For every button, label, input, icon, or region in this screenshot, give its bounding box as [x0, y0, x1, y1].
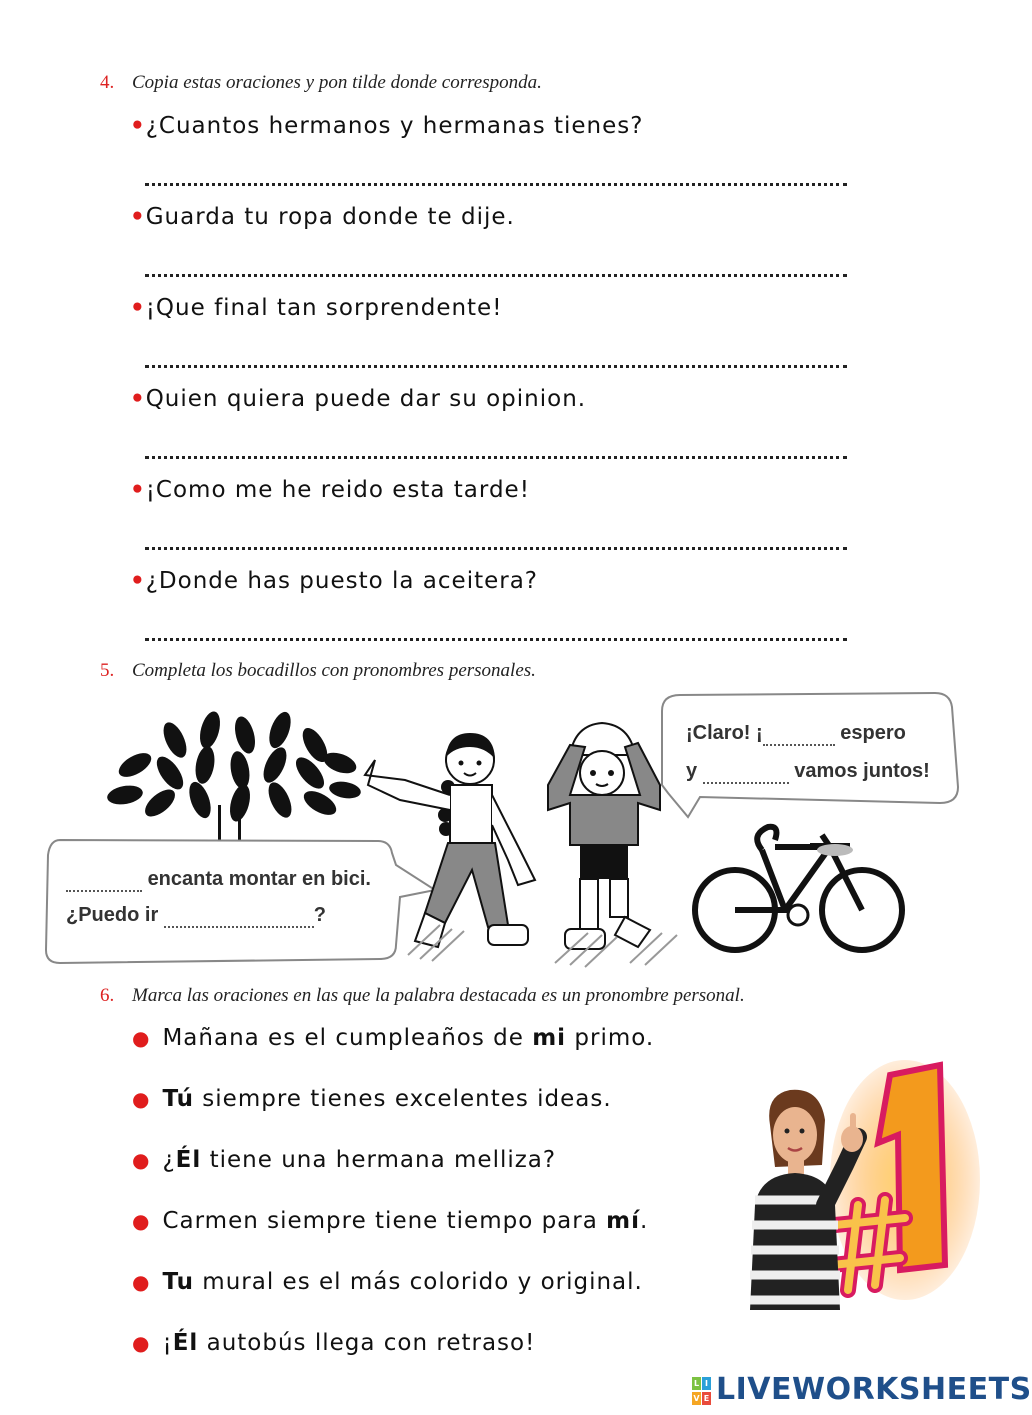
answer-line-4[interactable] — [145, 428, 847, 459]
bubble-left-blank-1[interactable] — [66, 869, 142, 892]
bubble-right-blank-2[interactable] — [703, 761, 789, 784]
exercise-4-sentence: •¿Cuantos hermanos y hermanas tienes? — [130, 113, 644, 139]
number-one-character-illustration — [740, 1055, 980, 1310]
bicycle-seat-icon — [817, 844, 853, 856]
exercise-4-sentence: •¿Donde has puesto la aceitera? — [130, 568, 539, 594]
bubble-right-line-2: y vamos juntos! — [686, 760, 930, 782]
tree-icon — [106, 709, 362, 847]
bicycle-icon — [695, 827, 902, 950]
exercise-4-sentence: •Quien quiera puede dar su opinion. — [130, 386, 587, 412]
bubble-left-blank-2[interactable] — [164, 905, 314, 928]
exercise-4-sentence: •¡Como me he reido esta tarde! — [130, 477, 530, 503]
option-item[interactable]: ● Carmen siempre tiene tiempo para mí. — [132, 1208, 649, 1234]
option-item[interactable]: ● Mañana es el cumpleaños de mi primo. — [132, 1025, 655, 1051]
option-item[interactable]: ● ¿Él tiene una hermana melliza? — [132, 1147, 557, 1173]
bubble-right-line-1: ¡Claro! ¡ espero — [686, 722, 906, 744]
answer-line-2[interactable] — [145, 246, 847, 277]
option-item[interactable]: ● Tú siempre tienes excelentes ideas. — [132, 1086, 612, 1112]
exercise-5-number: 5. — [100, 660, 115, 681]
exercise-6-instruction: Marca las oraciones en las que la palabra destacada es un pronombre personal. — [132, 985, 745, 1006]
bubble-left-line-2: ¿Puedo ir ? — [66, 904, 327, 926]
answer-line-5[interactable] — [145, 519, 847, 550]
exercise-4-number: 4. — [100, 72, 115, 93]
answer-line-3[interactable] — [145, 337, 847, 368]
liveworksheets-logo-icon: L I V E — [693, 1379, 710, 1403]
answer-line-6[interactable] — [145, 610, 847, 641]
option-item[interactable]: ● Tu mural es el más colorido y original. — [132, 1269, 643, 1295]
exercise-4-sentence: •Guarda tu ropa donde te dije. — [130, 204, 515, 230]
bubble-right-blank-1[interactable] — [763, 723, 835, 746]
exercise-6-number: 6. — [100, 985, 115, 1006]
option-item[interactable]: ● ¡Él autobús llega con retraso! — [132, 1330, 536, 1356]
boy-figure — [548, 723, 677, 967]
bubble-left-line-1: encanta montar en bici. — [66, 868, 371, 892]
liveworksheets-brand: LIVEWORKSHEETS — [716, 1372, 1032, 1407]
exercise-4-sentence: •¡Que final tan sorprendente! — [130, 295, 503, 321]
answer-line-1[interactable] — [145, 155, 847, 186]
speech-bubble-left — [46, 840, 435, 963]
speech-bubble-right — [662, 693, 958, 817]
exercise-4-instruction: Copia estas oraciones y pon tilde donde corresponda. — [132, 72, 542, 93]
exercise-5-instruction: Completa los bocadillos con pronombres personales. — [132, 660, 536, 681]
